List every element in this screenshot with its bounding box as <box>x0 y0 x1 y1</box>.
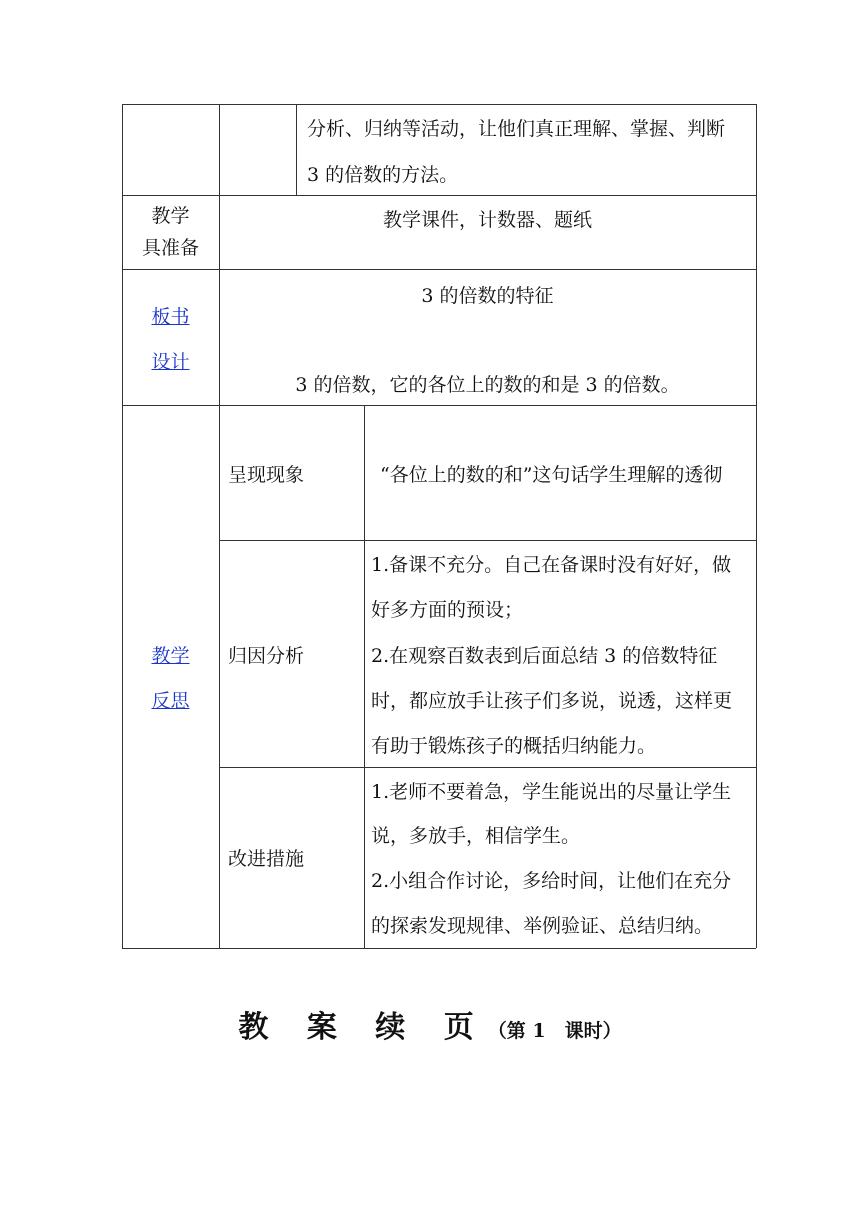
table-border-top <box>122 104 756 105</box>
column-divider <box>296 104 297 195</box>
board-label-link-2[interactable]: 设计 <box>151 351 190 373</box>
cause-analysis-label: 归因分析 <box>228 645 305 667</box>
continuation-page-title <box>0 1002 860 1046</box>
cause-line-5: 有助于锻炼孩子的概括归纳能力。 <box>371 735 657 757</box>
improvement-line-1: 1.老师不要着急，学生能说出的尽量让学生 <box>371 781 732 803</box>
materials-content: 教学课件，计数器、题纸 <box>382 209 592 231</box>
reflection-label-link-2[interactable]: 反思 <box>151 690 190 712</box>
improvement-line-3: 2.小组合作讨论，多给时间，让他们在充分 <box>371 870 732 892</box>
row-divider <box>122 405 756 406</box>
improvement-line-4: 的探索发现规律、举例验证、总结归纳。 <box>371 915 714 937</box>
lesson-number: （第 1 课时） <box>487 1020 622 1042</box>
table-border-bottom <box>122 948 756 949</box>
materials-label-line-1: 教学 <box>151 205 190 227</box>
materials-label-line-2: 具准备 <box>141 237 199 259</box>
top-row-line-2: 3 的倍数的方法。 <box>307 164 459 186</box>
board-label-link-1[interactable]: 板书 <box>151 306 190 328</box>
improvement-label: 改进措施 <box>228 848 305 870</box>
row-divider <box>122 195 756 196</box>
phenomenon-text: “各位上的数的和”这句话学生理解的透彻 <box>380 464 723 486</box>
top-row-line-1: 分析、归纳等活动，让他们真正理解、掌握、判断 <box>307 118 726 140</box>
title-text: 教 案 续 页 <box>238 1010 488 1045</box>
reflection-label-link-1[interactable]: 教学 <box>151 645 190 667</box>
cause-line-1: 1.备课不充分。自己在备课时没有好好，做 <box>371 554 732 576</box>
board-heading: 3 的倍数的特征 <box>421 285 554 307</box>
cause-line-3: 2.在观察百数表到后面总结 3 的倍数特征 <box>371 645 718 667</box>
improvement-line-2: 说，多放手，相信学生。 <box>371 825 581 847</box>
cause-line-2: 好多方面的预设； <box>371 599 524 621</box>
column-divider <box>364 405 365 948</box>
cause-line-4: 时，都应放手让孩子们多说，说透，这样更 <box>371 690 733 712</box>
phenomenon-label: 呈现现象 <box>228 464 305 486</box>
row-divider <box>122 269 756 270</box>
subrow-divider <box>219 767 756 768</box>
subrow-divider <box>219 540 756 541</box>
board-content: 3 的倍数，它的各位上的数的和是 3 的倍数。 <box>295 374 680 396</box>
